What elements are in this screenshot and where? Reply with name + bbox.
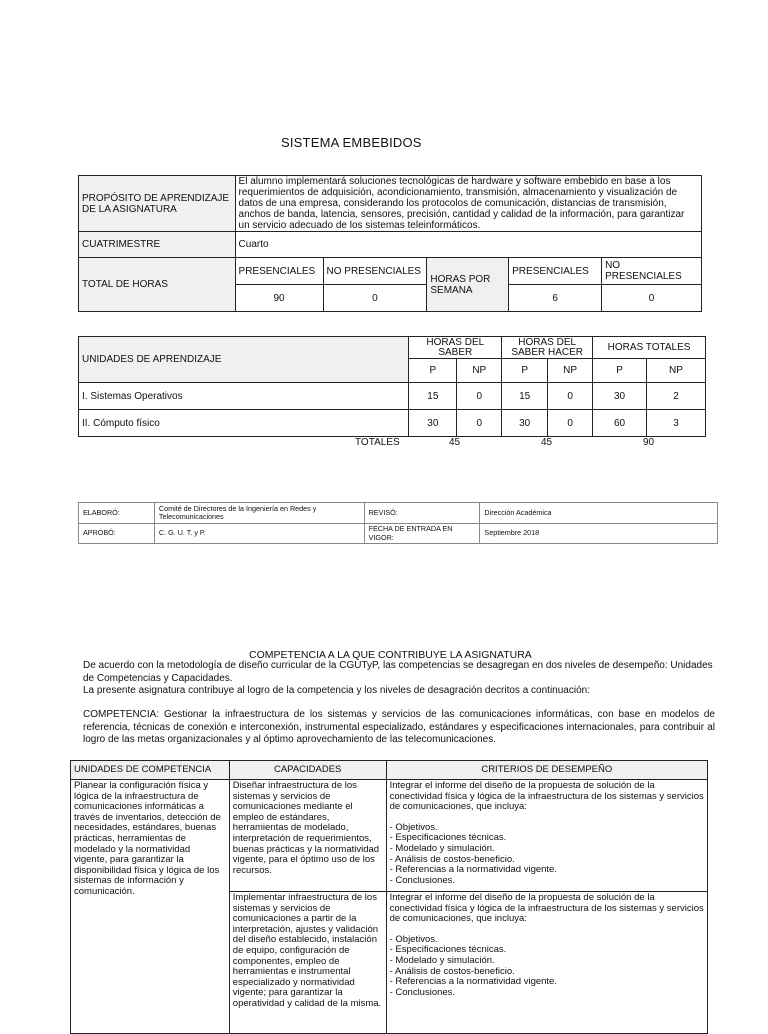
col-capacidades-header: CAPACIDADES [229,761,386,780]
competencia-heading: COMPETENCIA A LA QUE CONTRIBUYE LA ASIGNATURA [249,649,532,661]
total-presenciales-value: 90 [235,285,323,312]
cell: 0 [548,383,593,410]
reviso-value: Dirección Académica [480,503,718,524]
cell: 30 [409,410,457,437]
criterio-intro: Integrar el informe del diseño de la propuesta de solución de la conectividad física y lógica de la infraestructura de los sistemas y servicios de comunicaciones, que incluya: [389,780,704,813]
cell: 3 [647,410,706,437]
cell: 0 [548,410,593,437]
learning-units-table [78,336,706,437]
cell: 30 [502,410,548,437]
criterio-cell [386,780,707,892]
col-unidades-header: UNIDADES DE COMPETENCIA [71,761,230,780]
criterio-item: - Objetivos. [389,933,438,945]
term-label: CUATRIMESTRE [79,232,236,258]
criterio-intro: Integrar el informe del diseño de la propuesta de solución de la conectividad física y lógica de la infraestructura de los sistemas y servicios de comunicaciones, que incluya: [389,892,704,925]
fecha-value: Septiembre 2018 [480,524,718,544]
criterio-item: - Objetivos. [389,821,438,833]
np-header: NP [548,359,593,383]
criterio-item: - Conclusiones. [389,986,456,998]
p-header: P [409,359,457,383]
total-presenciales-header: PRESENCIALES [235,258,323,285]
capacidad-text: Diseñar infraestructura de los sistemas y servicios de comunicaciones mediante el empleo de estándares, herramientas de modelado, interpretación de requerimientos, buenas prácticas y la normatividad vigente, para el óptimo uso de los recursos. [229,780,386,892]
unit-competency-text: Planear la configuración física y lógica de la infraestructura de comunicaciones informáticas a través de inventarios, detección de necesidades, estándares, buenas prácticas, herramientas de modelado y la normatividad vigente, para garantizar la disponibilidad física y lógica de los sistemas de información y comunicación. [71,780,230,1034]
np-header: NP [647,359,706,383]
aprobo-value: C. G. U. T. y P. [154,524,364,544]
criterio-item: - Análisis de costos-beneficio. [389,853,515,865]
total-saber: 45 [449,437,461,448]
term-value: Cuarto [235,232,701,258]
cell: 60 [593,410,647,437]
fecha-label: FECHA DE ENTRADA EN VIGOR: [364,524,480,544]
criterio-item: - Modelado y simulación. [389,954,495,966]
table-row [71,780,708,892]
week-no-presenciales-header: NO PRESENCIALES [602,258,702,285]
col-criterios-header: CRITERIOS DE DESEMPEÑO [386,761,707,780]
hours-per-week-label: HORAS POR SEMANA [427,258,509,312]
document-title: SISTEMA EMBEBIDOS [281,135,422,150]
purpose-text: El alumno implementará soluciones tecnológicas de hardware y software embebido en base a los requerimientos de adquisición, acondicionamiento, transmisión, almacenamiento y visualización de datos de una empresa, considerando los protocolos de comunicación, distancias de transmisión, anchos de banda, latencia, sensores, precisión, cantidad y calidad de la información, para garantizar un servicio adecuado de los sistemas teleinformáticos. [235,176,701,232]
competencia-para-2: La presente asignatura contribuye al logro de la competencia y los niveles de desagración decritos a continuación: [83,685,590,696]
horas-saber-hacer-header: HORAS DEL SABER HACER [502,337,593,359]
cell: 0 [457,383,502,410]
cell: 15 [409,383,457,410]
p-header: P [593,359,647,383]
horas-saber-header: HORAS DEL SABER [409,337,502,359]
criterio-item: - Referencias a la normatividad vigente. [389,976,557,988]
total-saber-hacer: 45 [541,437,553,448]
total-total: 90 [643,437,655,448]
unit-name: I. Sistemas Operativos [79,383,409,410]
cell: 0 [457,410,502,437]
purpose-label: PROPÓSITO DE APRENDIZAJE DE LA ASIGNATURA [79,176,236,232]
table-row [79,383,706,410]
totals-label: TOTALES [355,437,400,448]
criterio-item: - Referencias a la normatividad vigente. [389,864,557,876]
criterio-item: - Conclusiones. [389,874,456,886]
criterio-item: - Modelado y simulación. [389,842,495,854]
approval-table [78,502,718,544]
elaboro-label: ELABORÓ: [79,503,155,524]
np-header: NP [457,359,502,383]
units-header: UNIDADES DE APRENDIZAJE [79,337,409,383]
elaboro-value: Comité de Directores de la Ingeniería en Redes y Telecomunicaciones [154,503,364,524]
horas-totales-header: HORAS TOTALES [593,337,706,359]
unit-name: II. Cómputo físico [79,410,409,437]
cell: 30 [593,383,647,410]
cell: 15 [502,383,548,410]
competency-table [70,760,708,1034]
criterio-cell [386,892,707,1034]
cell: 2 [647,383,706,410]
p-header: P [502,359,548,383]
week-presenciales-header: PRESENCIALES [509,258,602,285]
total-no-presenciales-value: 0 [323,285,427,312]
total-no-presenciales-header: NO PRESENCIALES [323,258,427,285]
competencia-para-1: De acuerdo con la metodología de diseño curricular de la CGUTyP, las competencias se desagregan en dos niveles de desempeño: Unidades de Competencias y Capacidades. [83,660,713,684]
criterio-item: - Análisis de costos-beneficio. [389,965,515,977]
reviso-label: REVISÓ: [364,503,480,524]
week-presenciales-value: 6 [509,285,602,312]
week-no-presenciales-value: 0 [602,285,702,312]
competencia-para-3: COMPETENCIA: Gestionar la infraestructura de los sistemas y servicios de las comunicaciones informáticas, con base en modelos de referencia, técnicas de conexión e interconexión, instrumental especializado, estándares y especificaciones internacionales, para contribuir al logro de las metas organizacionales y al óptimo aprovechamiento de las telecomunicaciones. [83,709,715,745]
capacidad-text: Implementar infraestructura de los sistemas y servicios de comunicaciones a partir de la interpretación, ajustes y validación del diseño establecido, instalación de equipo, configuración de componentes, empleo de herramientas e instrumental especializado y normatividad vigente; para garantizar la operatividad y calidad de la misma. [229,892,386,1034]
table-row [79,410,706,437]
aprobo-label: APROBÓ: [79,524,155,544]
criterio-item: - Especificaciones técnicas. [389,944,507,956]
total-hours-label: TOTAL DE HORAS [79,258,236,312]
course-info-table [78,175,702,312]
criterio-item: - Especificaciones técnicas. [389,832,507,844]
